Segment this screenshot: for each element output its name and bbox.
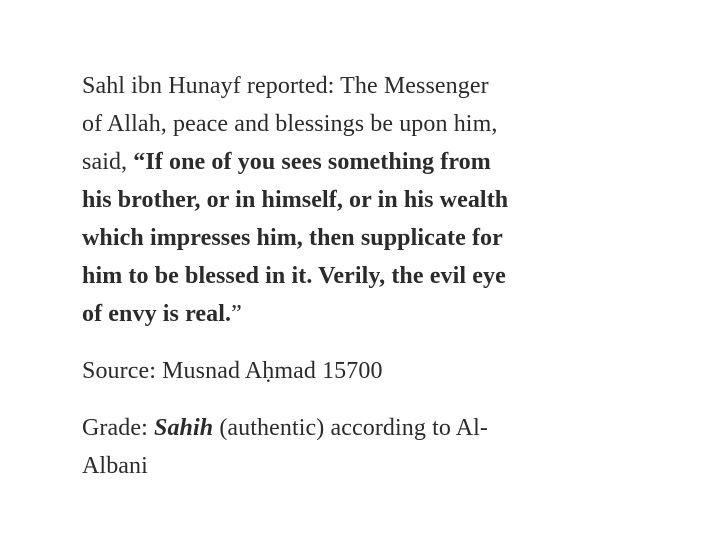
hadith-article: [82, 67, 660, 485]
text-run: said,: [82, 149, 134, 175]
text-run: ”: [231, 301, 242, 327]
text-run: Albani: [82, 453, 148, 479]
text-run: Grade:: [82, 415, 154, 441]
source-paragraph: [82, 352, 562, 390]
text-run: of Allah, peace and blessings be upon him,: [82, 111, 498, 137]
text-run: Sahl ibn Hunayf reported: The Messenger: [82, 73, 489, 99]
text-run: (authentic) according to Al-: [213, 415, 489, 441]
text-run: of envy is real.: [82, 301, 232, 327]
text-run: him to be blessed in it. Verily, the evil eye: [82, 263, 506, 289]
text-run: “If one of you sees something from: [133, 149, 491, 175]
grade-paragraph: [82, 409, 562, 485]
hadith-text-paragraph: [82, 67, 562, 333]
text-run: Source: Musnad Aḥmad 15700: [82, 358, 383, 384]
text-run: Sahih: [154, 415, 214, 441]
text-run: which impresses him, then supplicate for: [82, 225, 503, 251]
text-run: his brother, or in himself, or in his wealth: [82, 187, 509, 213]
